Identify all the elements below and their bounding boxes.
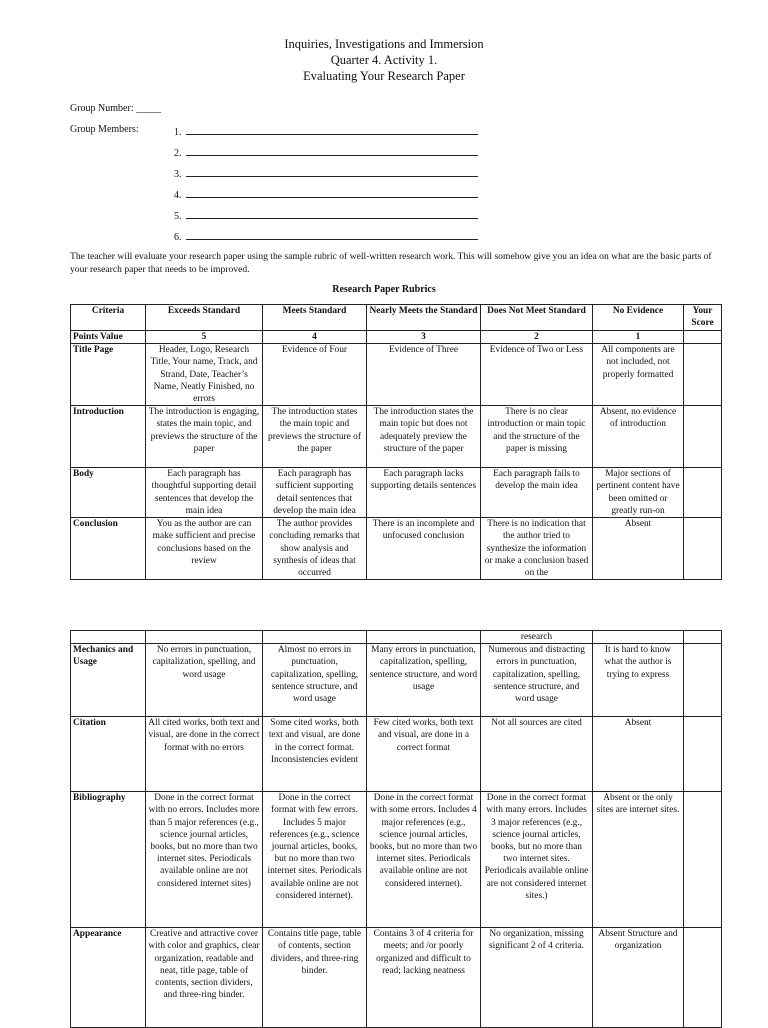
- rubric-cell: The introduction states the main topic but does not adequately preview the structure of the paper: [367, 406, 481, 468]
- member-line-3[interactable]: 3.: [174, 166, 478, 180]
- points-cell: 1: [593, 331, 684, 344]
- score-cell[interactable]: [684, 928, 722, 1028]
- rubric-cell: The author provides concluding remarks that show analysis and synthesis of ideas that occurred: [263, 518, 367, 580]
- criteria-cell: Introduction: [71, 406, 146, 468]
- points-label: Points Value: [71, 331, 146, 344]
- rubric-cell: Absent: [593, 717, 684, 792]
- rubric-cell: Major sections of pertinent content have been omitted or greatly run-on: [593, 468, 684, 518]
- criteria-cell: Conclusion: [71, 518, 146, 580]
- activity-title: Evaluating Your Research Paper: [303, 69, 465, 83]
- rubric-cell: There is an incomplete and unfocused conclusion: [367, 518, 481, 580]
- col-no-evidence: No Evidence: [593, 305, 684, 331]
- table-row: [71, 792, 722, 928]
- col-does-not-meet: Does Not Meet Standard: [481, 305, 593, 331]
- continuation-cell: research: [481, 631, 593, 644]
- rubric-cell: Done in the correct format with some errors. Includes 4 major references (e.g., science journal articles, books, but no more than two internet sites. Periodicals available online are not considered internet).: [367, 792, 481, 928]
- points-cell: 4: [263, 331, 367, 344]
- continuation-row: [71, 631, 722, 644]
- rubric-cell: Done in the correct format with few errors. Includes 5 major references (e.g., science journal articles, books, but no more than two internet sites. Periodicals available online are not considered internet).: [263, 792, 367, 928]
- continuation-cell: [146, 631, 263, 644]
- rubric-cell: There is no indication that the author tried to synthesize the information or make a conclusion based on the: [481, 518, 593, 580]
- rubric-cell: Each paragraph has sufficient supporting detail sentences that develop the main idea: [263, 468, 367, 518]
- rubric-cell: Contains 3 of 4 criteria for meets; and /or poorly organized and difficult to read; lacking neatness: [367, 928, 481, 1028]
- points-row: [71, 331, 722, 344]
- rubric-cell: Evidence of Three: [367, 344, 481, 406]
- rubric-cell: All components are not included, not properly formatted: [593, 344, 684, 406]
- criteria-cell: Body: [71, 468, 146, 518]
- criteria-cell: Citation: [71, 717, 146, 792]
- continuation-cell: [367, 631, 481, 644]
- group-members-label: Group Members:: [70, 124, 139, 135]
- member-line-2[interactable]: 2.: [174, 145, 478, 159]
- group-number-label: Group Number: _____: [70, 103, 162, 114]
- rubric-cell: Not all sources are cited: [481, 717, 593, 792]
- rubric-cell: Each paragraph lacks supporting details sentences: [367, 468, 481, 518]
- activity-label: Quarter 4. Activity 1.: [330, 53, 438, 67]
- score-cell[interactable]: [684, 468, 722, 518]
- rubric-cell: Done in the correct format with many errors. Includes 3 major references (e.g., science journal articles, books, but no more than two internet sites. Periodicals available online are not considered internet sites.): [481, 792, 593, 928]
- rubric-cell: The introduction states the main topic and previews the structure of the paper: [263, 406, 367, 468]
- rubric-cell: Some cited works, both text and visual, are done in the correct format. Inconsistencies evident: [263, 717, 367, 792]
- rubric-cell: Done in the correct format with no errors. Includes more than 5 major references (e.g., science journal articles, books, but no more than two internet sites. Periodicals available online are not considered internet sites): [146, 792, 263, 928]
- col-your-score: Your Score: [684, 305, 722, 331]
- table-row: [71, 644, 722, 717]
- header-row: [71, 305, 722, 331]
- score-cell[interactable]: [684, 518, 722, 580]
- rubric-cell: All cited works, both text and visual, are done in the correct format with no errors: [146, 717, 263, 792]
- rubric-cell: Header, Logo, Research Title, Your name, Track, and Strand, Date, Teacher’s Name, Neatly Finished, no errors: [146, 344, 263, 406]
- rubric-cell: Absent, no evidence of introduction: [593, 406, 684, 468]
- rubric-title: Research Paper Rubrics: [332, 284, 436, 295]
- score-cell[interactable]: [684, 717, 722, 792]
- table-row: [71, 406, 722, 468]
- points-cell: [684, 331, 722, 344]
- member-line-5[interactable]: 5.: [174, 208, 478, 222]
- col-exceeds: Exceeds Standard: [146, 305, 263, 331]
- rubric-cell: You as the author are can make sufficient and precise conclusions based on the review: [146, 518, 263, 580]
- criteria-cell: Bibliography: [71, 792, 146, 928]
- rubric-table-page-1: [70, 304, 722, 580]
- points-cell: 2: [481, 331, 593, 344]
- rubric-cell: No organization, missing significant 2 of 4 criteria.: [481, 928, 593, 1028]
- course-title: Inquiries, Investigations and Immersion: [284, 37, 484, 51]
- col-meets: Meets Standard: [263, 305, 367, 331]
- rubric-cell: Evidence of Two or Less: [481, 344, 593, 406]
- continuation-cell: [263, 631, 367, 644]
- member-line-1[interactable]: 1.: [174, 124, 478, 138]
- rubric-cell: Absent or the only sites are internet sites.: [593, 792, 684, 928]
- continuation-cell: [684, 631, 722, 644]
- rubric-cell: Creative and attractive cover with color and graphics, clear organization, readable and neat, title page, table of contents, section dividers, and three-ring binder.: [146, 928, 263, 1028]
- score-cell[interactable]: [684, 344, 722, 406]
- member-line-4[interactable]: 4.: [174, 187, 478, 201]
- rubric-cell: Few cited works, both text and visual, are done in a correct format: [367, 717, 481, 792]
- rubric-cell: No errors in punctuation, capitalization, spelling, and word usage: [146, 644, 263, 717]
- intro-paragraph: The teacher will evaluate your research paper using the sample rubric of well-written research work. This will somehow give you an idea on what are the basic parts of your research paper that needs to be improved.: [70, 251, 712, 275]
- rubric-cell: Numerous and distracting errors in punctuation, capitalization, spelling, sentence structure, and word usage: [481, 644, 593, 717]
- table-row: [71, 468, 722, 518]
- rubric-table-page-2: [70, 630, 722, 1028]
- rubric-cell: Absent Structure and organization: [593, 928, 684, 1028]
- table-row: [71, 928, 722, 1028]
- score-cell[interactable]: [684, 406, 722, 468]
- rubric-cell: Each paragraph fails to develop the main idea: [481, 468, 593, 518]
- table-row: [71, 518, 722, 580]
- rubric-cell: Each paragraph has thoughtful supporting detail sentences that develop the main idea: [146, 468, 263, 518]
- rubric-cell: Almost no errors in punctuation, capitalization, spelling, sentence structure, and word usage: [263, 644, 367, 717]
- rubric-cell: Absent: [593, 518, 684, 580]
- rubric-cell: Contains title page, table of contents, section dividers, and three-ring binder.: [263, 928, 367, 1028]
- table-row: [71, 344, 722, 406]
- table-row: [71, 717, 722, 792]
- member-line-6[interactable]: 6.: [174, 229, 478, 243]
- continuation-cell: [593, 631, 684, 644]
- col-nearly-meets: Nearly Meets the Standard: [367, 305, 481, 331]
- rubric-cell: Many errors in punctuation, capitalization, spelling, sentence structure, and word usage: [367, 644, 481, 717]
- points-cell: 5: [146, 331, 263, 344]
- rubric-cell: There is no clear introduction or main topic and the structure of the paper is missing: [481, 406, 593, 468]
- rubric-cell: The introduction is engaging, states the main topic, and previews the structure of the paper: [146, 406, 263, 468]
- score-cell[interactable]: [684, 644, 722, 717]
- points-cell: 3: [367, 331, 481, 344]
- col-criteria: Criteria: [71, 305, 146, 331]
- criteria-cell: Appearance: [71, 928, 146, 1028]
- rubric-cell: It is hard to know what the author is trying to express: [593, 644, 684, 717]
- score-cell[interactable]: [684, 792, 722, 928]
- criteria-cell: Title Page: [71, 344, 146, 406]
- continuation-cell: [71, 631, 146, 644]
- rubric-cell: Evidence of Four: [263, 344, 367, 406]
- document-title: [0, 36, 768, 84]
- criteria-cell: Mechanics and Usage: [71, 644, 146, 717]
